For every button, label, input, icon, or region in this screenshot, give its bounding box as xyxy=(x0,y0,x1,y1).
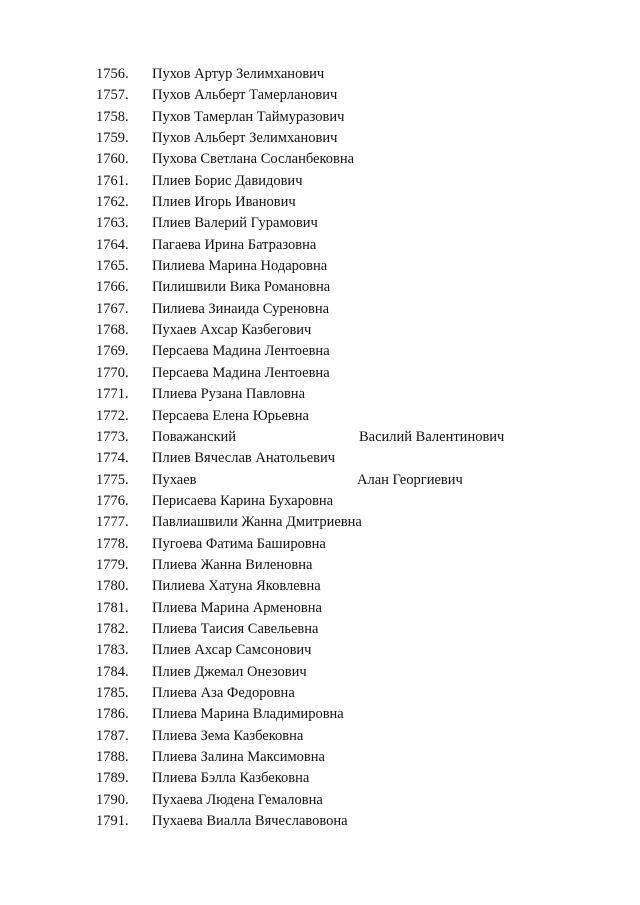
entry-number: 1778. xyxy=(96,535,129,552)
entry-name: Плиева Аза Федоровна xyxy=(152,684,295,701)
entry-number: 1760. xyxy=(96,151,129,168)
entry-number: 1776. xyxy=(96,492,129,509)
entry-number: 1781. xyxy=(96,599,129,616)
entry-name: Персаева Мадина Лентоевна xyxy=(152,364,330,381)
entry-name: Пухов Тамерлан Таймуразович xyxy=(152,108,345,125)
entry-number: 1777. xyxy=(96,514,129,531)
entry-number: 1783. xyxy=(96,642,129,659)
entry-name: Плиева Рузана Павловна xyxy=(152,386,306,403)
entry-number: 1766. xyxy=(96,279,129,296)
entry-name: Пилиева Марина Нодаровна xyxy=(152,258,328,275)
entry-name: Плиев Ахсар Самсонович xyxy=(152,642,312,659)
entry-name: Павлиашвили Жанна Дмитриевна xyxy=(152,514,362,531)
entry-name: Плиева Марина Владимировна xyxy=(152,706,344,723)
entry-number: 1779. xyxy=(96,556,129,573)
entry-number: 1787. xyxy=(96,727,129,744)
entry-number: 1767. xyxy=(96,300,129,317)
entry-name: Плиев Вячеслав Анатольевич xyxy=(152,450,336,467)
entry-number: 1764. xyxy=(96,236,129,253)
entry-name: Плиев Игорь Иванович xyxy=(152,194,296,211)
entry-number: 1789. xyxy=(96,770,129,787)
entry-number: 1790. xyxy=(96,791,129,808)
entry-number: 1768. xyxy=(96,322,129,339)
entry-name: Пилиева Зинаида Суреновна xyxy=(152,300,330,317)
entry-name: Пилиева Хатуна Яковлевна xyxy=(152,578,321,595)
entry-name: Перисаева Карина Бухаровна xyxy=(152,492,334,509)
entry-name: Плиева Зема Казбековна xyxy=(152,727,304,744)
entry-name: Плиева Таисия Савельевна xyxy=(152,620,319,637)
entry-number: 1770. xyxy=(96,364,129,381)
entry-name: Персаева Мадина Лентоевна xyxy=(152,343,330,360)
entry-number: 1761. xyxy=(96,172,129,189)
entry-name: Пагаева Ирина Батразовна xyxy=(152,236,317,253)
entry-number: 1773. xyxy=(96,428,129,445)
entry-number: 1763. xyxy=(96,215,129,232)
entry-number: 1772. xyxy=(96,407,129,424)
entry-number: 1784. xyxy=(96,663,129,680)
entry-name: Персаева Елена Юрьевна xyxy=(152,407,309,424)
entry-number: 1757. xyxy=(96,87,129,104)
entry-number: 1765. xyxy=(96,258,129,275)
entry-name: Пухаева Виалла Вячеславовона xyxy=(152,813,348,830)
entry-number: 1782. xyxy=(96,620,129,637)
entry-number: 1786. xyxy=(96,706,129,723)
entry-number: 1756. xyxy=(96,66,129,82)
entry-name: Плиева Марина Арменовна xyxy=(152,599,322,616)
entry-name: Пухаев Ахсар Казбегович xyxy=(152,322,312,339)
entry-number: 1758. xyxy=(96,108,129,125)
entry-name: Плиев Джемал Онезович xyxy=(152,663,307,680)
entry-number: 1791. xyxy=(96,813,129,830)
entry-name: Поважанский xyxy=(152,428,237,445)
entry-number: 1785. xyxy=(96,684,129,701)
entry-name: Пухаева Людена Гемаловна xyxy=(152,791,323,808)
entry-number: 1771. xyxy=(96,386,129,403)
entry-name: Пухов Альберт Зелимханович xyxy=(152,130,338,147)
entry-name: Плиев Валерий Гурамович xyxy=(152,215,318,232)
entry-name: Плиева Жанна Виленовна xyxy=(152,556,313,573)
entry-number: 1759. xyxy=(96,130,129,147)
entry-name: Пухов Альберт Тамерланович xyxy=(152,87,338,104)
entry-name: Пухова Светлана Сосланбековна xyxy=(152,151,355,168)
entry-name: Пухаев xyxy=(152,471,197,488)
entry-name: Плиева Залина Максимовна xyxy=(152,749,325,765)
entry-name: Плиев Борис Давидович xyxy=(152,172,303,189)
entry-number: 1769. xyxy=(96,343,129,360)
entry-name: Плиева Бэлла Казбековна xyxy=(152,770,310,787)
entry-name: Пилишвили Вика Романовна xyxy=(152,279,331,296)
entry-patronymic: Василий Валентинович xyxy=(359,428,505,445)
entry-number: 1774. xyxy=(96,450,129,467)
entry-name: Пугоева Фатима Башировна xyxy=(152,535,326,552)
entry-number: 1780. xyxy=(96,578,129,595)
entry-number: 1775. xyxy=(96,471,129,488)
entry-patronymic: Алан Георгиевич xyxy=(357,471,463,488)
entry-number: 1762. xyxy=(96,194,129,211)
entry-name: Пухов Артур Зелимханович xyxy=(152,66,325,82)
entry-number: 1788. xyxy=(96,749,129,765)
